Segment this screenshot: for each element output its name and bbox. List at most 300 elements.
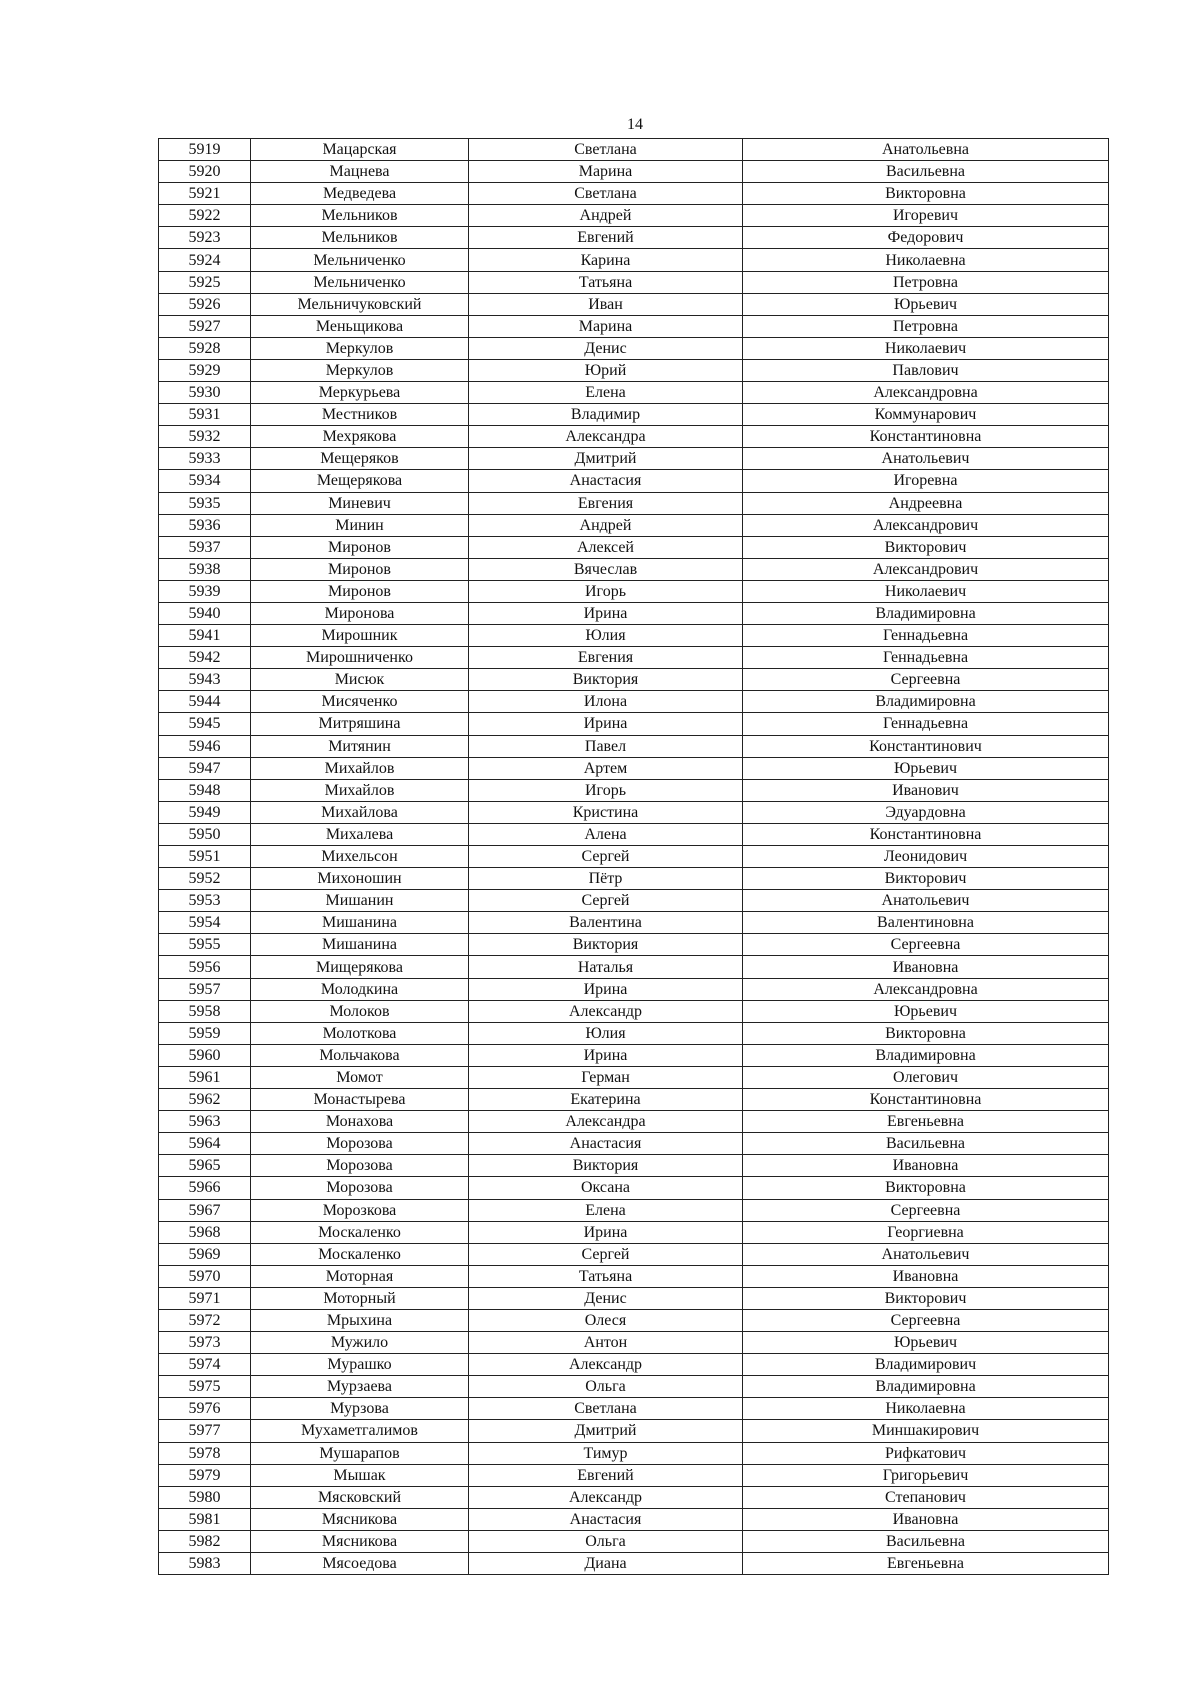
patronymic-cell: Рифкатович (743, 1442, 1109, 1464)
first-name-cell: Дмитрий (469, 448, 743, 470)
first-name-cell: Андрей (469, 205, 743, 227)
patronymic-cell: Георгиевна (743, 1221, 1109, 1243)
last-name-cell: Медведева (251, 183, 469, 205)
row-number-cell: 5932 (159, 426, 251, 448)
row-number-cell: 5956 (159, 956, 251, 978)
table-row (159, 1044, 1109, 1066)
table-row (159, 271, 1109, 293)
first-name-cell: Диана (469, 1553, 743, 1575)
first-name-cell: Александр (469, 1000, 743, 1022)
last-name-cell: Молодкина (251, 978, 469, 1000)
patronymic-cell: Леонидович (743, 846, 1109, 868)
last-name-cell: Мясоедова (251, 1553, 469, 1575)
last-name-cell: Митянин (251, 735, 469, 757)
last-name-cell: Москаленко (251, 1221, 469, 1243)
last-name-cell: Мельничуковский (251, 293, 469, 315)
row-number-cell: 5943 (159, 669, 251, 691)
row-number-cell: 5941 (159, 625, 251, 647)
first-name-cell: Андрей (469, 514, 743, 536)
row-number-cell: 5962 (159, 1089, 251, 1111)
patronymic-cell: Александровна (743, 382, 1109, 404)
first-name-cell: Марина (469, 161, 743, 183)
last-name-cell: Мацарская (251, 139, 469, 161)
table-row (159, 868, 1109, 890)
first-name-cell: Юлия (469, 1022, 743, 1044)
last-name-cell: Меркулов (251, 359, 469, 381)
row-number-cell: 5926 (159, 293, 251, 315)
patronymic-cell: Владимировна (743, 1376, 1109, 1398)
patronymic-cell: Петровна (743, 271, 1109, 293)
row-number-cell: 5954 (159, 912, 251, 934)
row-number-cell: 5979 (159, 1464, 251, 1486)
last-name-cell: Михельсон (251, 846, 469, 868)
row-number-cell: 5920 (159, 161, 251, 183)
row-number-cell: 5966 (159, 1177, 251, 1199)
table-row (159, 382, 1109, 404)
table-row (159, 713, 1109, 735)
patronymic-cell: Коммунарович (743, 404, 1109, 426)
table-row (159, 359, 1109, 381)
patronymic-cell: Николаевич (743, 580, 1109, 602)
first-name-cell: Виктория (469, 669, 743, 691)
last-name-cell: Миронов (251, 536, 469, 558)
patronymic-cell: Степанович (743, 1486, 1109, 1508)
last-name-cell: Миронов (251, 558, 469, 580)
first-name-cell: Оксана (469, 1177, 743, 1199)
first-name-cell: Валентина (469, 912, 743, 934)
patronymic-cell: Евгеньевна (743, 1553, 1109, 1575)
last-name-cell: Мирошник (251, 625, 469, 647)
patronymic-cell: Ивановна (743, 1508, 1109, 1530)
first-name-cell: Александр (469, 1486, 743, 1508)
row-number-cell: 5952 (159, 868, 251, 890)
first-name-cell: Евгения (469, 647, 743, 669)
patronymic-cell: Андреевна (743, 492, 1109, 514)
last-name-cell: Мисяченко (251, 691, 469, 713)
table-row (159, 912, 1109, 934)
first-name-cell: Денис (469, 337, 743, 359)
table-row (159, 337, 1109, 359)
table-row (159, 492, 1109, 514)
table-row (159, 514, 1109, 536)
first-name-cell: Павел (469, 735, 743, 757)
row-number-cell: 5958 (159, 1000, 251, 1022)
first-name-cell: Юрий (469, 359, 743, 381)
first-name-cell: Игорь (469, 779, 743, 801)
first-name-cell: Сергей (469, 890, 743, 912)
patronymic-cell: Васильевна (743, 1133, 1109, 1155)
patronymic-cell: Викторовна (743, 1022, 1109, 1044)
last-name-cell: Мельников (251, 227, 469, 249)
first-name-cell: Светлана (469, 183, 743, 205)
table-row (159, 1265, 1109, 1287)
patronymic-cell: Сергеевна (743, 934, 1109, 956)
row-number-cell: 5922 (159, 205, 251, 227)
table-row (159, 249, 1109, 271)
table-row (159, 315, 1109, 337)
last-name-cell: Михоношин (251, 868, 469, 890)
row-number-cell: 5978 (159, 1442, 251, 1464)
first-name-cell: Игорь (469, 580, 743, 602)
table-row (159, 227, 1109, 249)
last-name-cell: Мисюк (251, 669, 469, 691)
first-name-cell: Евгений (469, 227, 743, 249)
row-number-cell: 5931 (159, 404, 251, 426)
patronymic-cell: Александровна (743, 978, 1109, 1000)
row-number-cell: 5976 (159, 1398, 251, 1420)
table-row (159, 1111, 1109, 1133)
patronymic-cell: Юрьевич (743, 293, 1109, 315)
first-name-cell: Пётр (469, 868, 743, 890)
page-number: 14 (627, 116, 643, 133)
first-name-cell: Карина (469, 249, 743, 271)
row-number-cell: 5925 (159, 271, 251, 293)
table-row (159, 735, 1109, 757)
first-name-cell: Дмитрий (469, 1420, 743, 1442)
first-name-cell: Юлия (469, 625, 743, 647)
first-name-cell: Евгения (469, 492, 743, 514)
last-name-cell: Мужило (251, 1332, 469, 1354)
patronymic-cell: Викторовна (743, 1177, 1109, 1199)
last-name-cell: Минин (251, 514, 469, 536)
last-name-cell: Михалева (251, 823, 469, 845)
patronymic-cell: Эдуардовна (743, 801, 1109, 823)
first-name-cell: Екатерина (469, 1089, 743, 1111)
first-name-cell: Александра (469, 1111, 743, 1133)
table-row (159, 1022, 1109, 1044)
first-name-cell: Кристина (469, 801, 743, 823)
table-row (159, 1221, 1109, 1243)
row-number-cell: 5980 (159, 1486, 251, 1508)
table-row (159, 426, 1109, 448)
patronymic-cell: Павлович (743, 359, 1109, 381)
first-name-cell: Светлана (469, 139, 743, 161)
patronymic-cell: Константиновна (743, 823, 1109, 845)
table-row (159, 978, 1109, 1000)
table-row (159, 890, 1109, 912)
table-row (159, 1177, 1109, 1199)
patronymic-cell: Николаевна (743, 249, 1109, 271)
first-name-cell: Антон (469, 1332, 743, 1354)
table-row (159, 558, 1109, 580)
first-name-cell: Ольга (469, 1530, 743, 1552)
patronymic-cell: Сергеевна (743, 1199, 1109, 1221)
row-number-cell: 5921 (159, 183, 251, 205)
table-row (159, 1508, 1109, 1530)
first-name-cell: Евгений (469, 1464, 743, 1486)
last-name-cell: Морозова (251, 1155, 469, 1177)
row-number-cell: 5975 (159, 1376, 251, 1398)
row-number-cell: 5961 (159, 1066, 251, 1088)
patronymic-cell: Игоревич (743, 205, 1109, 227)
last-name-cell: Мольчакова (251, 1044, 469, 1066)
last-name-cell: Мурзаева (251, 1376, 469, 1398)
row-number-cell: 5955 (159, 934, 251, 956)
last-name-cell: Меркурьева (251, 382, 469, 404)
patronymic-cell: Григорьевич (743, 1464, 1109, 1486)
table-row (159, 1376, 1109, 1398)
row-number-cell: 5970 (159, 1265, 251, 1287)
patronymic-cell: Ивановна (743, 956, 1109, 978)
patronymic-cell: Геннадьевна (743, 625, 1109, 647)
last-name-cell: Мельниченко (251, 271, 469, 293)
table-row (159, 647, 1109, 669)
last-name-cell: Мишанина (251, 934, 469, 956)
table-row (159, 602, 1109, 624)
last-name-cell: Молоткова (251, 1022, 469, 1044)
row-number-cell: 5957 (159, 978, 251, 1000)
table-row (159, 139, 1109, 161)
table-row (159, 1199, 1109, 1221)
patronymic-cell: Юрьевич (743, 1332, 1109, 1354)
row-number-cell: 5972 (159, 1309, 251, 1331)
row-number-cell: 5924 (159, 249, 251, 271)
last-name-cell: Мехрякова (251, 426, 469, 448)
row-number-cell: 5951 (159, 846, 251, 868)
row-number-cell: 5938 (159, 558, 251, 580)
row-number-cell: 5959 (159, 1022, 251, 1044)
patronymic-cell: Владимировна (743, 602, 1109, 624)
patronymic-cell: Викторович (743, 536, 1109, 558)
table-row (159, 1332, 1109, 1354)
last-name-cell: Миневич (251, 492, 469, 514)
table-row (159, 1066, 1109, 1088)
patronymic-cell: Александрович (743, 558, 1109, 580)
patronymic-cell: Анатольевна (743, 139, 1109, 161)
table-row (159, 1000, 1109, 1022)
row-number-cell: 5967 (159, 1199, 251, 1221)
row-number-cell: 5948 (159, 779, 251, 801)
patronymic-cell: Владимировна (743, 691, 1109, 713)
row-number-cell: 5946 (159, 735, 251, 757)
patronymic-cell: Иванович (743, 779, 1109, 801)
table-row (159, 1089, 1109, 1111)
patronymic-cell: Евгеньевна (743, 1111, 1109, 1133)
first-name-cell: Ирина (469, 713, 743, 735)
first-name-cell: Вячеслав (469, 558, 743, 580)
patronymic-cell: Константинович (743, 735, 1109, 757)
first-name-cell: Ольга (469, 1376, 743, 1398)
first-name-cell: Елена (469, 1199, 743, 1221)
patronymic-cell: Сергеевна (743, 669, 1109, 691)
table-row (159, 1243, 1109, 1265)
row-number-cell: 5950 (159, 823, 251, 845)
patronymic-cell: Валентиновна (743, 912, 1109, 934)
last-name-cell: Моторный (251, 1287, 469, 1309)
last-name-cell: Морозова (251, 1133, 469, 1155)
patronymic-cell: Анатольевич (743, 448, 1109, 470)
table-row (159, 934, 1109, 956)
last-name-cell: Миронова (251, 602, 469, 624)
last-name-cell: Мирошниченко (251, 647, 469, 669)
table-row (159, 1155, 1109, 1177)
row-number-cell: 5919 (159, 139, 251, 161)
first-name-cell: Виктория (469, 1155, 743, 1177)
patronymic-cell: Сергеевна (743, 1309, 1109, 1331)
last-name-cell: Миронов (251, 580, 469, 602)
row-number-cell: 5930 (159, 382, 251, 404)
patronymic-cell: Викторовна (743, 183, 1109, 205)
first-name-cell: Анастасия (469, 1508, 743, 1530)
patronymic-cell: Ивановна (743, 1155, 1109, 1177)
table-row (159, 580, 1109, 602)
patronymic-cell: Юрьевич (743, 1000, 1109, 1022)
table-row (159, 779, 1109, 801)
table-row (159, 1553, 1109, 1575)
row-number-cell: 5944 (159, 691, 251, 713)
row-number-cell: 5927 (159, 315, 251, 337)
first-name-cell: Татьяна (469, 1265, 743, 1287)
first-name-cell: Наталья (469, 956, 743, 978)
row-number-cell: 5940 (159, 602, 251, 624)
row-number-cell: 5937 (159, 536, 251, 558)
patronymic-cell: Анатольевич (743, 890, 1109, 912)
patronymic-cell: Ивановна (743, 1265, 1109, 1287)
table-row (159, 448, 1109, 470)
last-name-cell: Меркулов (251, 337, 469, 359)
first-name-cell: Марина (469, 315, 743, 337)
last-name-cell: Мурзова (251, 1398, 469, 1420)
row-number-cell: 5974 (159, 1354, 251, 1376)
table-row (159, 823, 1109, 845)
patronymic-cell: Федорович (743, 227, 1109, 249)
last-name-cell: Митряшина (251, 713, 469, 735)
last-name-cell: Мурашко (251, 1354, 469, 1376)
table-row (159, 161, 1109, 183)
first-name-cell: Ирина (469, 978, 743, 1000)
patronymic-cell: Николаевна (743, 1398, 1109, 1420)
patronymic-cell: Миншакирович (743, 1420, 1109, 1442)
patronymic-cell: Геннадьевна (743, 647, 1109, 669)
table-row (159, 956, 1109, 978)
first-name-cell: Сергей (469, 846, 743, 868)
table-row (159, 1354, 1109, 1376)
row-number-cell: 5971 (159, 1287, 251, 1309)
first-name-cell: Анастасия (469, 470, 743, 492)
patronymic-cell: Викторович (743, 1287, 1109, 1309)
patronymic-cell: Олегович (743, 1066, 1109, 1088)
last-name-cell: Морозова (251, 1177, 469, 1199)
row-number-cell: 5936 (159, 514, 251, 536)
last-name-cell: Москаленко (251, 1243, 469, 1265)
first-name-cell: Сергей (469, 1243, 743, 1265)
table-row (159, 625, 1109, 647)
last-name-cell: Мышак (251, 1464, 469, 1486)
table-row (159, 470, 1109, 492)
last-name-cell: Михайлов (251, 779, 469, 801)
patronymic-cell: Петровна (743, 315, 1109, 337)
patronymic-cell: Александрович (743, 514, 1109, 536)
row-number-cell: 5933 (159, 448, 251, 470)
table-row (159, 183, 1109, 205)
last-name-cell: Мясникова (251, 1530, 469, 1552)
first-name-cell: Алена (469, 823, 743, 845)
first-name-cell: Александр (469, 1354, 743, 1376)
row-number-cell: 5949 (159, 801, 251, 823)
last-name-cell: Монастырева (251, 1089, 469, 1111)
row-number-cell: 5982 (159, 1530, 251, 1552)
first-name-cell: Владимир (469, 404, 743, 426)
last-name-cell: Монахова (251, 1111, 469, 1133)
last-name-cell: Михайлова (251, 801, 469, 823)
table-row (159, 1420, 1109, 1442)
patronymic-cell: Анатольевич (743, 1243, 1109, 1265)
last-name-cell: Мищерякова (251, 956, 469, 978)
table-row (159, 1398, 1109, 1420)
last-name-cell: Мушарапов (251, 1442, 469, 1464)
row-number-cell: 5968 (159, 1221, 251, 1243)
last-name-cell: Меньщикова (251, 315, 469, 337)
last-name-cell: Михайлов (251, 757, 469, 779)
last-name-cell: Мухаметгалимов (251, 1420, 469, 1442)
first-name-cell: Герман (469, 1066, 743, 1088)
row-number-cell: 5934 (159, 470, 251, 492)
row-number-cell: 5929 (159, 359, 251, 381)
row-number-cell: 5947 (159, 757, 251, 779)
table-row (159, 1309, 1109, 1331)
first-name-cell: Илона (469, 691, 743, 713)
table-row (159, 293, 1109, 315)
row-number-cell: 5969 (159, 1243, 251, 1265)
last-name-cell: Мясковский (251, 1486, 469, 1508)
last-name-cell: Момот (251, 1066, 469, 1088)
table-row (159, 1287, 1109, 1309)
last-name-cell: Мельниченко (251, 249, 469, 271)
first-name-cell: Виктория (469, 934, 743, 956)
table-row (159, 1464, 1109, 1486)
patronymic-cell: Владимировна (743, 1044, 1109, 1066)
table-row (159, 1133, 1109, 1155)
first-name-cell: Ирина (469, 602, 743, 624)
roster-body (159, 139, 1109, 1575)
row-number-cell: 5964 (159, 1133, 251, 1155)
first-name-cell: Денис (469, 1287, 743, 1309)
table-row (159, 669, 1109, 691)
first-name-cell: Ирина (469, 1221, 743, 1243)
last-name-cell: Мельников (251, 205, 469, 227)
table-row (159, 846, 1109, 868)
row-number-cell: 5965 (159, 1155, 251, 1177)
row-number-cell: 5963 (159, 1111, 251, 1133)
row-number-cell: 5923 (159, 227, 251, 249)
first-name-cell: Алексей (469, 536, 743, 558)
last-name-cell: Морозкова (251, 1199, 469, 1221)
row-number-cell: 5973 (159, 1332, 251, 1354)
first-name-cell: Артем (469, 757, 743, 779)
row-number-cell: 5928 (159, 337, 251, 359)
first-name-cell: Александра (469, 426, 743, 448)
last-name-cell: Мещеряков (251, 448, 469, 470)
row-number-cell: 5983 (159, 1553, 251, 1575)
row-number-cell: 5981 (159, 1508, 251, 1530)
row-number-cell: 5953 (159, 890, 251, 912)
table-row (159, 536, 1109, 558)
first-name-cell: Тимур (469, 1442, 743, 1464)
patronymic-cell: Константиновна (743, 426, 1109, 448)
patronymic-cell: Игоревна (743, 470, 1109, 492)
patronymic-cell: Юрьевич (743, 757, 1109, 779)
first-name-cell: Олеся (469, 1309, 743, 1331)
last-name-cell: Мещерякова (251, 470, 469, 492)
row-number-cell: 5935 (159, 492, 251, 514)
first-name-cell: Ирина (469, 1044, 743, 1066)
row-number-cell: 5977 (159, 1420, 251, 1442)
row-number-cell: 5960 (159, 1044, 251, 1066)
row-number-cell: 5942 (159, 647, 251, 669)
last-name-cell: Мясникова (251, 1508, 469, 1530)
row-number-cell: 5939 (159, 580, 251, 602)
first-name-cell: Светлана (469, 1398, 743, 1420)
